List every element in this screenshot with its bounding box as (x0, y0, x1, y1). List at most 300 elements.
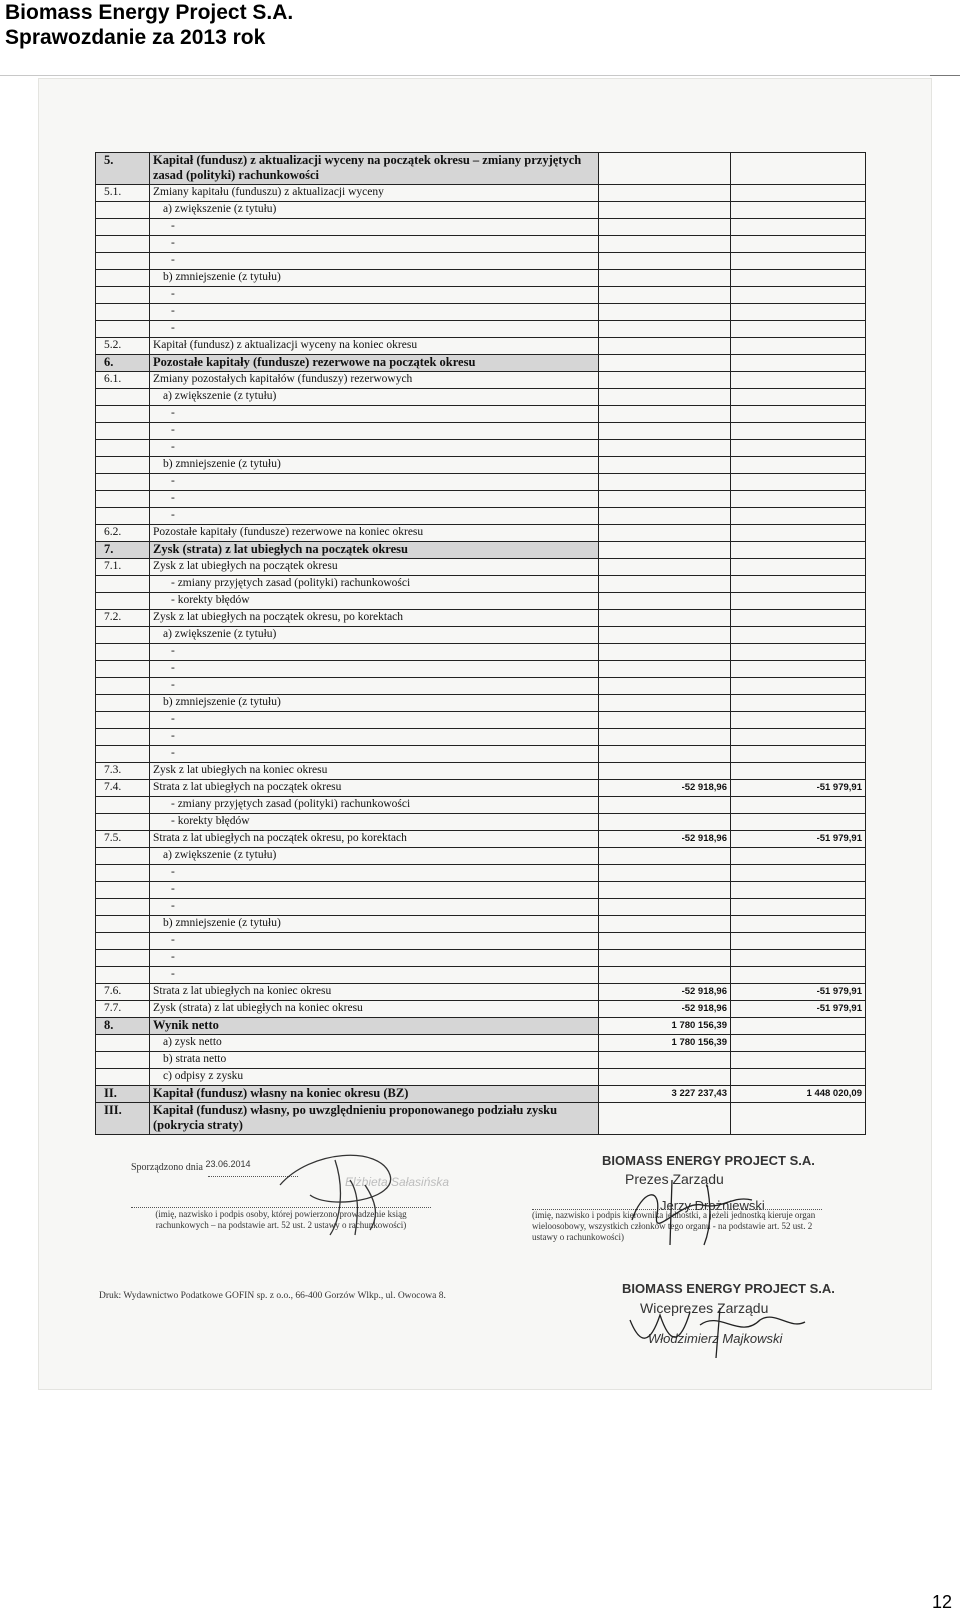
value-current-year (599, 763, 731, 780)
table-row (96, 287, 866, 304)
value-current-year (599, 372, 731, 389)
row-label: Strata z lat ubiegłych na koniec okresu (153, 985, 332, 997)
row-label: - (171, 288, 175, 300)
row-label-cell (150, 287, 599, 304)
value-current-year: -52 918,96 (599, 984, 731, 1001)
row-number: 6. (96, 355, 150, 372)
row-label: - (171, 883, 175, 895)
table-row (96, 610, 866, 627)
value-previous-year (731, 576, 866, 593)
table-row (96, 848, 866, 865)
president-signature-scribble (612, 1170, 762, 1250)
table-row (96, 678, 866, 695)
value-previous-year (731, 287, 866, 304)
value-previous-year (731, 729, 866, 746)
row-label-cell (150, 153, 599, 185)
row-label-cell (150, 423, 599, 440)
row-label-cell (150, 610, 599, 627)
value-current-year (599, 1069, 731, 1086)
row-number (96, 933, 150, 950)
value-current-year (599, 1052, 731, 1069)
value-previous-year (731, 304, 866, 321)
row-number (96, 1069, 150, 1086)
value-previous-year (731, 695, 866, 712)
value-previous-year (731, 153, 866, 185)
row-number (96, 644, 150, 661)
row-label: b) zmniejszenie (z tytułu) (163, 917, 281, 929)
value-current-year (599, 525, 731, 542)
value-current-year (599, 1103, 731, 1135)
row-label: - (171, 645, 175, 657)
value-current-year (599, 474, 731, 491)
table-row (96, 899, 866, 916)
row-label-cell (150, 457, 599, 474)
row-number (96, 797, 150, 814)
value-previous-year: -51 979,91 (731, 831, 866, 848)
table-row (96, 1086, 866, 1103)
value-previous-year: 1 448 020,09 (731, 1086, 866, 1103)
table-row (96, 695, 866, 712)
row-number: 6.1. (96, 372, 150, 389)
row-label: - (171, 679, 175, 691)
row-number (96, 916, 150, 933)
row-label-cell (150, 1001, 599, 1018)
row-number: 5.2. (96, 338, 150, 355)
header-divider-accent (930, 75, 960, 76)
row-label-cell (150, 508, 599, 525)
value-previous-year (731, 882, 866, 899)
value-previous-year (731, 848, 866, 865)
row-number (96, 219, 150, 236)
table-row (96, 321, 866, 338)
row-number: III. (96, 1103, 150, 1135)
table-row (96, 593, 866, 610)
table-row (96, 644, 866, 661)
row-label-cell (150, 338, 599, 355)
row-number (96, 950, 150, 967)
stamp2-company: BIOMASS ENERGY PROJECT S.A. (622, 1281, 835, 1296)
value-current-year (599, 287, 731, 304)
row-label-cell (150, 525, 599, 542)
row-label-cell (150, 644, 599, 661)
row-label: - (171, 237, 175, 249)
stamp2-name: Włodzimierz Majkowski (648, 1331, 783, 1346)
row-label-cell (150, 984, 599, 1001)
row-label-cell (150, 763, 599, 780)
row-number: 7.7. (96, 1001, 150, 1018)
value-current-year (599, 508, 731, 525)
row-number (96, 287, 150, 304)
value-previous-year (731, 185, 866, 202)
value-previous-year (731, 406, 866, 423)
company-name: Biomass Energy Project S.A. (5, 1, 294, 24)
row-label: a) zwiększenie (z tytułu) (163, 203, 277, 215)
table-row (96, 916, 866, 933)
value-previous-year (731, 797, 866, 814)
row-number: 7. (96, 542, 150, 559)
row-label: - (171, 441, 175, 453)
row-label: - korekty błędów (171, 815, 250, 827)
row-number (96, 389, 150, 406)
table-row (96, 389, 866, 406)
row-label: - (171, 254, 175, 266)
value-previous-year (731, 474, 866, 491)
printer-note: Druk: Wydawnictwo Podatkowe GOFIN sp. z o.o., 66-400 Gorzów Wlkp., ul. Owocowa 8. (99, 1291, 446, 1301)
row-label: Zysk (strata) z lat ubiegłych na początek okresu (153, 542, 408, 556)
row-number (96, 304, 150, 321)
row-label: a) zwiększenie (z tytułu) (163, 628, 277, 640)
row-label-cell (150, 950, 599, 967)
row-label: - (171, 305, 175, 317)
table-row (96, 882, 866, 899)
prepared-on (131, 1159, 251, 1173)
value-current-year (599, 967, 731, 984)
table-row (96, 559, 866, 576)
value-previous-year (731, 644, 866, 661)
value-current-year (599, 219, 731, 236)
value-current-year: 1 780 156,39 (599, 1018, 731, 1035)
value-current-year (599, 627, 731, 644)
value-current-year: 1 780 156,39 (599, 1035, 731, 1052)
value-previous-year (731, 610, 866, 627)
row-number (96, 814, 150, 831)
row-label: - zmiany przyjętych zasad (polityki) rachunkowości (171, 577, 411, 589)
row-label-cell (150, 1103, 599, 1135)
row-label-cell (150, 576, 599, 593)
report-title: Sprawozdanie za 2013 rok (5, 26, 266, 49)
row-label-cell (150, 746, 599, 763)
value-current-year (599, 423, 731, 440)
row-label: - korekty błędów (171, 594, 250, 606)
row-number: 7.6. (96, 984, 150, 1001)
table-row (96, 338, 866, 355)
table-row (96, 423, 866, 440)
row-number (96, 576, 150, 593)
table-row (96, 304, 866, 321)
table-row (96, 797, 866, 814)
prepared-date: 23.06.2014 (205, 1159, 251, 1169)
row-label: Strata z lat ubiegłych na początek okresu (153, 781, 342, 793)
value-current-year (599, 882, 731, 899)
value-previous-year (731, 1035, 866, 1052)
row-number (96, 593, 150, 610)
value-current-year (599, 406, 731, 423)
row-label: - (171, 322, 175, 334)
table-row (96, 270, 866, 287)
row-label: - (171, 900, 175, 912)
row-label: Zmiany kapitału (funduszu) z aktualizacji wyceny (153, 186, 384, 198)
value-previous-year (731, 202, 866, 219)
table-row (96, 474, 866, 491)
value-previous-year (731, 950, 866, 967)
row-label: - (171, 220, 175, 232)
value-previous-year (731, 865, 866, 882)
row-number: 5. (96, 153, 150, 185)
row-number (96, 899, 150, 916)
table-row (96, 508, 866, 525)
row-number: 8. (96, 1018, 150, 1035)
value-previous-year (731, 746, 866, 763)
row-label-cell (150, 474, 599, 491)
row-number: 7.2. (96, 610, 150, 627)
value-current-year (599, 712, 731, 729)
value-previous-year (731, 525, 866, 542)
row-label-cell (150, 202, 599, 219)
table-row (96, 525, 866, 542)
left-signature-scribble (270, 1140, 400, 1240)
row-label: - (171, 747, 175, 759)
table-row (96, 440, 866, 457)
row-number (96, 321, 150, 338)
row-number (96, 746, 150, 763)
value-current-year: 3 227 237,43 (599, 1086, 731, 1103)
table-row (96, 831, 866, 848)
value-current-year (599, 559, 731, 576)
value-current-year (599, 933, 731, 950)
table-row (96, 542, 866, 559)
value-current-year (599, 661, 731, 678)
row-label: Kapitał (fundusz) z aktualizacji wyceny na koniec okresu (153, 339, 418, 351)
row-label: Pozostałe kapitały (fundusze) rezerwowe na koniec okresu (153, 526, 424, 538)
row-label: a) zwiększenie (z tytułu) (163, 390, 277, 402)
row-label-cell (150, 321, 599, 338)
value-current-year (599, 610, 731, 627)
value-current-year (599, 304, 731, 321)
value-previous-year (731, 763, 866, 780)
row-label-cell (150, 185, 599, 202)
value-current-year (599, 644, 731, 661)
table-row (96, 780, 866, 797)
value-current-year (599, 950, 731, 967)
table-row (96, 865, 866, 882)
row-label: c) odpisy z zysku (163, 1070, 244, 1082)
row-label: - zmiany przyjętych zasad (polityki) rachunkowości (171, 798, 411, 810)
value-previous-year (731, 678, 866, 695)
value-current-year: -52 918,96 (599, 780, 731, 797)
row-label-cell (150, 831, 599, 848)
table-row (96, 967, 866, 984)
value-current-year (599, 542, 731, 559)
value-current-year (599, 253, 731, 270)
stamp1-name: Jerzy Drożniewski (660, 1198, 765, 1213)
value-previous-year (731, 712, 866, 729)
table-row (96, 1018, 866, 1035)
value-current-year (599, 576, 731, 593)
row-label: Pozostałe kapitały (fundusze) rezerwowe na początek okresu (153, 355, 476, 369)
right-caption: (imię, nazwisko i podpis kierownika jednostki, a jeżeli jednostką kieruje organ wieloosobowy, wszystkich członków tego organu - na podstawie art. 52 ust. 2 ustawy o rachunkowości) (532, 1210, 816, 1242)
row-label-cell (150, 559, 599, 576)
table-row (96, 1052, 866, 1069)
row-number (96, 253, 150, 270)
row-number (96, 406, 150, 423)
row-label-cell (150, 933, 599, 950)
row-label-cell (150, 1086, 599, 1103)
row-label-cell (150, 1052, 599, 1069)
row-number (96, 270, 150, 287)
value-current-year (599, 440, 731, 457)
row-label-cell (150, 389, 599, 406)
value-current-year (599, 729, 731, 746)
row-label-cell (150, 865, 599, 882)
row-label: - (171, 866, 175, 878)
value-previous-year (731, 916, 866, 933)
value-previous-year (731, 423, 866, 440)
table-row (96, 219, 866, 236)
table-row (96, 457, 866, 474)
value-current-year (599, 865, 731, 882)
row-label-cell (150, 219, 599, 236)
row-number (96, 661, 150, 678)
table-row (96, 185, 866, 202)
row-label-cell (150, 1069, 599, 1086)
value-previous-year (731, 967, 866, 984)
row-label: a) zysk netto (163, 1036, 222, 1048)
row-label: - (171, 713, 175, 725)
equity-changes-table (95, 152, 866, 1135)
value-previous-year: -51 979,91 (731, 780, 866, 797)
row-label-cell (150, 712, 599, 729)
row-number (96, 440, 150, 457)
value-current-year (599, 746, 731, 763)
value-current-year (599, 916, 731, 933)
row-number (96, 457, 150, 474)
row-label: Zysk (strata) z lat ubiegłych na koniec okresu (153, 1002, 363, 1014)
row-number: 6.2. (96, 525, 150, 542)
table-row (96, 1103, 866, 1135)
row-label-cell (150, 814, 599, 831)
table-row (96, 202, 866, 219)
row-label: - (171, 662, 175, 674)
stamp1-company: BIOMASS ENERGY PROJECT S.A. (602, 1153, 815, 1168)
row-label-cell (150, 916, 599, 933)
row-label-cell (150, 304, 599, 321)
value-current-year (599, 389, 731, 406)
value-current-year (599, 338, 731, 355)
table-row (96, 763, 866, 780)
table-row (96, 153, 866, 185)
row-label-cell (150, 372, 599, 389)
value-previous-year (731, 508, 866, 525)
stamp2-role: Wiceprezes Zarządu (640, 1300, 769, 1316)
row-label: Wynik netto (153, 1018, 219, 1032)
row-number (96, 202, 150, 219)
table-row (96, 950, 866, 967)
table-row (96, 746, 866, 763)
row-label-cell (150, 270, 599, 287)
value-previous-year (731, 1018, 866, 1035)
value-previous-year (731, 593, 866, 610)
value-previous-year (731, 627, 866, 644)
row-number: 7.4. (96, 780, 150, 797)
value-previous-year (731, 270, 866, 287)
row-label: - (171, 509, 175, 521)
value-previous-year (731, 661, 866, 678)
row-label: Kapitał (fundusz) z aktualizacji wyceny na początek okresu – zmiany przyjętych zasad (polityki) rachunkowości (153, 153, 582, 182)
row-number (96, 882, 150, 899)
value-previous-year (731, 440, 866, 457)
row-number (96, 967, 150, 984)
value-current-year (599, 491, 731, 508)
row-label: Zysk z lat ubiegłych na koniec okresu (153, 764, 328, 776)
row-label: Zysk z lat ubiegłych na początek okresu (153, 560, 338, 572)
value-previous-year (731, 321, 866, 338)
row-label-cell (150, 695, 599, 712)
row-number: 5.1. (96, 185, 150, 202)
value-current-year (599, 185, 731, 202)
row-number (96, 695, 150, 712)
value-current-year (599, 355, 731, 372)
row-label: Kapitał (fundusz) własny na koniec okresu (BZ) (153, 1086, 409, 1100)
value-current-year: -52 918,96 (599, 1001, 731, 1018)
value-current-year (599, 848, 731, 865)
value-current-year (599, 270, 731, 287)
value-current-year (599, 899, 731, 916)
table-row (96, 661, 866, 678)
row-label: - (171, 475, 175, 487)
value-current-year (599, 678, 731, 695)
row-number (96, 1052, 150, 1069)
row-number (96, 474, 150, 491)
row-label-cell (150, 1018, 599, 1035)
row-label-cell (150, 848, 599, 865)
vicepresident-signature-scribble (620, 1300, 810, 1360)
row-label-cell (150, 678, 599, 695)
value-previous-year (731, 542, 866, 559)
row-label: - (171, 492, 175, 504)
value-previous-year (731, 338, 866, 355)
row-label: b) zmniejszenie (z tytułu) (163, 458, 281, 470)
header-divider (0, 75, 960, 76)
value-current-year (599, 202, 731, 219)
row-label-cell (150, 406, 599, 423)
prepared-label: Sporządzono dnia (131, 1162, 203, 1173)
value-current-year: -52 918,96 (599, 831, 731, 848)
row-number: II. (96, 1086, 150, 1103)
value-previous-year (731, 1103, 866, 1135)
value-previous-year: -51 979,91 (731, 1001, 866, 1018)
document-header (5, 0, 293, 50)
value-previous-year (731, 491, 866, 508)
table-row (96, 1069, 866, 1086)
row-label-cell (150, 627, 599, 644)
value-current-year (599, 797, 731, 814)
row-label: a) zwiększenie (z tytułu) (163, 849, 277, 861)
table-row (96, 933, 866, 950)
row-label-cell (150, 882, 599, 899)
row-label-cell (150, 729, 599, 746)
value-previous-year (731, 253, 866, 270)
page-number: 12 (931, 1592, 952, 1612)
value-previous-year (731, 236, 866, 253)
row-number (96, 236, 150, 253)
row-number (96, 712, 150, 729)
row-label-cell (150, 797, 599, 814)
row-number (96, 423, 150, 440)
value-previous-year (731, 389, 866, 406)
value-previous-year (731, 219, 866, 236)
row-number (96, 848, 150, 865)
row-label-cell (150, 780, 599, 797)
row-label: Kapitał (fundusz) własny, po uwzględnieniu proponowanego podziału zysku (pokrycia straty) (153, 1103, 558, 1132)
value-current-year (599, 153, 731, 185)
row-number: 7.1. (96, 559, 150, 576)
table-row (96, 355, 866, 372)
row-number (96, 1035, 150, 1052)
table-row (96, 491, 866, 508)
row-number (96, 678, 150, 695)
row-label: - (171, 934, 175, 946)
row-label-cell (150, 236, 599, 253)
